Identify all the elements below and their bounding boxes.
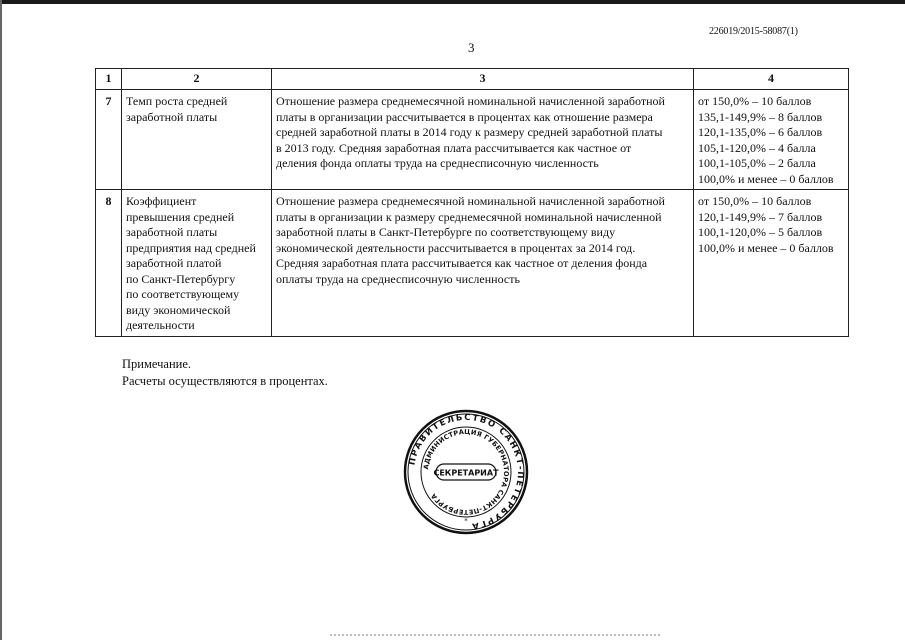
row-number: 8 <box>96 190 122 337</box>
criterion-name: Темп роста средней заработной платы <box>122 90 272 190</box>
note-block <box>122 356 328 390</box>
document-number: 226019/2015-58087(1) <box>709 26 798 37</box>
criterion-score: от 150,0% – 10 баллов 135,1-149,9% – 8 баллов 120,1-135,0% – 6 баллов 105,1-120,0% – 4 балла 100,1-105,0% – 2 балла 100,0% и менее – 0 баллов <box>694 90 849 190</box>
seal-outer-text: ПРАВИТЕЛЬСТВО САНКТ-ПЕТЕРБУРГА <box>407 412 526 531</box>
table-row <box>96 190 849 337</box>
table-header-row <box>96 69 849 90</box>
column-header: 3 <box>272 69 694 90</box>
column-header: 1 <box>96 69 122 90</box>
seal-star-icon: * <box>464 517 468 525</box>
criteria-table <box>95 68 849 337</box>
page-number: 3 <box>468 40 475 55</box>
scan-left-border <box>0 0 2 640</box>
criterion-score: от 150,0% – 10 баллов 120,1-149,9% – 7 баллов 100,1-120,0% – 5 баллов 100,0% и менее – 0 баллов <box>694 190 849 337</box>
note-text: Расчеты осуществляются в процентах. <box>122 374 328 388</box>
criterion-description: Отношение размера среднемесячной номинальной начисленной заработной платы в организации рассчитывается в процентах как отношение размера средней заработной платы в 2014 году к размеру средней заработной платы в 2013 году. Средняя заработная плата рассчитывается как частное от деления фонда оплаты труда на среднесписочную численность <box>272 90 694 190</box>
column-header: 2 <box>122 69 272 90</box>
seal-center-text: СЕКРЕТАРИАТ <box>433 468 499 478</box>
seal-inner-text: АДМИНИСТРАЦИЯ ГУБЕРНАТОРА САНКТ-ПЕТЕРБУРГА <box>422 427 511 517</box>
official-seal <box>403 409 529 535</box>
scan-top-border <box>0 0 905 4</box>
scan-artifact <box>330 634 660 638</box>
criterion-description: Отношение размера среднемесячной номинальной начисленной заработной платы в организации к размеру среднемесячной номинальной начисленной заработной платы в Санкт-Петербурге по соответствующему виду экономической деятельности рассчитывается в процентах за 2014 год. Средняя заработная плата рассчитывается как частное от деления фонда оплаты труда на среднесписочную численность <box>272 190 694 337</box>
note-title: Примечание. <box>122 357 192 371</box>
criterion-name: Коэффициент превышения средней заработной платы предприятия над средней заработной платой по Санкт-Петербургу по соответствующему виду экономической деятельности <box>122 190 272 337</box>
column-header: 4 <box>694 69 849 90</box>
row-number: 7 <box>96 90 122 190</box>
table-row <box>96 90 849 190</box>
